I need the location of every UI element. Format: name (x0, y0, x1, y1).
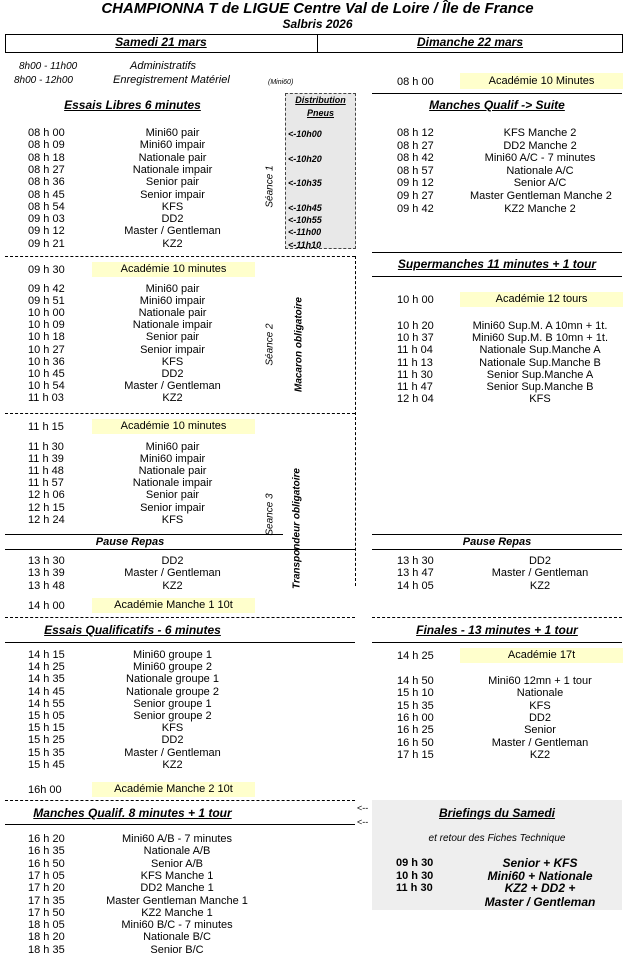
time: 15 h 45 (28, 758, 65, 771)
time: 11 h 13 (397, 356, 433, 369)
time: 18 h 35 (28, 943, 65, 956)
section-title: Essais Libres 6 minutes (64, 98, 201, 112)
academy-slot: Académie 10 minutes (92, 262, 255, 277)
time: 08 h 27 (28, 163, 65, 176)
divider (5, 534, 283, 535)
category: Nationale impair (132, 477, 213, 490)
category: DD2 Manche 1 (140, 882, 214, 895)
category: DD2 (528, 711, 551, 724)
category: DD2 (161, 734, 184, 747)
category: Mini60 pair (145, 283, 200, 295)
category: Senior groupe 2 (133, 710, 212, 722)
category: Mini60 pair (145, 127, 200, 139)
time: 09 h 12 (397, 177, 434, 190)
time: 09 h 51 (28, 295, 65, 308)
time: 14 h 05 (397, 579, 434, 592)
category: Senior groupe 1 (133, 697, 212, 710)
time: 14 h 35 (28, 673, 65, 686)
section-title: Manches Qualif -> Suite (429, 98, 565, 112)
seance-2-label: Séance 2 (264, 323, 276, 366)
category: KFS Manche 1 (140, 869, 214, 882)
page-title: CHAMPIONNA T de LIGUE Centre Val de Loire / Île de France (101, 0, 534, 17)
time: 09 h 30 (28, 264, 65, 276)
section-title: Pause Repas (462, 536, 532, 548)
time: 09 h 03 (28, 213, 65, 226)
category: Senior impair (140, 343, 205, 356)
admin-note: (Mini60) (268, 79, 294, 86)
time: 11 h 04 (397, 344, 433, 357)
time: 08 h 54 (28, 200, 65, 213)
category: Nationale Sup.Manche B (479, 356, 601, 369)
category: Mini60 groupe 2 (133, 661, 212, 674)
time: 16 h 25 (397, 724, 434, 737)
time: 18 h 20 (28, 931, 65, 944)
category: Master Gentleman Manche 2 (470, 190, 612, 202)
time: 11 h 48 (28, 465, 64, 478)
time: 12 h 04 (397, 393, 434, 406)
time: 10 h 00 (397, 294, 434, 306)
time: 13 h 47 (397, 567, 434, 580)
category: Master / Gentleman (124, 746, 221, 759)
time: 10 h 37 (397, 332, 434, 345)
briefings-subtitle: et retour des Fiches Technique (428, 833, 566, 844)
category: Senior A/B (151, 857, 203, 870)
category: KFS (161, 513, 184, 526)
time: 09 h 27 (397, 190, 434, 202)
divider (5, 413, 355, 414)
divider (5, 824, 355, 825)
category: Nationale Sup.Manche A (479, 344, 601, 357)
time: 13 h 39 (28, 567, 65, 580)
academy-slot: Académie 10 Minutes (460, 73, 623, 89)
macaron-label: Macaron obligatoire (293, 297, 305, 393)
category: KZ2 Manche 1 (141, 906, 213, 919)
time: 15 h 15 (28, 722, 65, 735)
seance-1-label: Séance 1 (264, 165, 276, 208)
time: 15 h 05 (28, 710, 65, 722)
category: Mini60 impair (139, 453, 206, 466)
academy-slot: Académie Manche 1 10t (92, 598, 255, 613)
category: Nationale pair (138, 151, 207, 164)
briefing-extra: Master / Gentleman (484, 895, 596, 909)
time: 08 h 42 (397, 152, 434, 165)
time: 09 h 12 (28, 225, 65, 238)
category: Senior pair (145, 331, 200, 344)
category: KFS (529, 699, 551, 712)
section-title: Briefings du Samedi (438, 806, 556, 820)
academy-slot: Académie 10 minutes (92, 419, 255, 434)
admin-label: Administratifs (130, 60, 197, 72)
time: 16 h 35 (28, 845, 65, 858)
time: 16 h 20 (28, 833, 65, 845)
category: Senior Sup.Manche A (486, 368, 594, 381)
category: Master / Gentleman (124, 225, 221, 238)
time: 14 h 25 (28, 661, 65, 674)
category: KZ2 (162, 758, 183, 771)
time: 17 h 05 (28, 869, 65, 882)
time: 08 h 27 (397, 139, 434, 152)
time: 12 h 06 (28, 489, 65, 502)
category: Mini60 pair (145, 441, 200, 453)
divider (372, 534, 622, 535)
time: 17 h 50 (28, 906, 65, 919)
category: DD2 (161, 367, 184, 380)
category: Mini60 A/C - 7 minutes (484, 152, 596, 165)
category: Master Gentleman Manche 1 (106, 894, 248, 907)
time: 13 h 30 (28, 555, 65, 567)
time: 09 h 42 (397, 202, 434, 215)
admin-label: Enregistrement Matériel (113, 74, 230, 86)
category: KFS (161, 722, 184, 735)
category: Nationale impair (132, 319, 213, 332)
category: Nationale (516, 687, 564, 700)
tyre-distribution-time: <-10h00 (288, 129, 322, 139)
category: DD2 (161, 213, 184, 226)
time: 14 h 50 (397, 675, 434, 687)
time: 14 h 55 (28, 697, 65, 710)
category: KZ2 (162, 237, 183, 250)
time: 12 h 15 (28, 501, 65, 514)
time: 10 h 09 (28, 319, 65, 332)
category: Senior A/C (513, 177, 567, 190)
category: Senior pair (145, 489, 200, 502)
time: 17 h 20 (28, 882, 65, 895)
section-title: Pause Repas (95, 536, 165, 548)
academy-slot: Académie 17t (460, 648, 623, 663)
tyre-distribution-time: <-11h00 (288, 227, 322, 238)
divider (372, 549, 622, 550)
category: KZ2 Manche 2 (504, 202, 576, 215)
section-title: Supermanches 11 minutes + 1 tour (397, 257, 597, 271)
time: 14 h 25 (397, 650, 434, 662)
time: 15 h 10 (397, 687, 434, 700)
category: Senior impair (140, 501, 205, 514)
time: 08 h 45 (28, 188, 65, 201)
category: Master / Gentleman (491, 736, 589, 749)
category: Mini60 Sup.M. A 10mn + 1t. (472, 320, 608, 332)
category: Senior (524, 724, 556, 737)
category: Nationale impair (132, 163, 213, 176)
time: 08 h 12 (397, 127, 434, 139)
time: 09 h 30 (396, 857, 434, 869)
category: Nationale groupe 2 (126, 685, 219, 698)
time: 11 h 47 (397, 381, 433, 393)
category: Mini60 impair (139, 139, 206, 152)
divider (372, 252, 622, 253)
divider (372, 617, 622, 618)
category: KZ2 (162, 579, 183, 592)
category: Mini60 + Nationale (487, 868, 593, 883)
category: KFS Manche 2 (503, 127, 577, 139)
time: 09 h 42 (28, 283, 65, 295)
category: Mini60 B/C - 7 minutes (121, 919, 233, 932)
academy-slot: Académie 12 tours (460, 292, 623, 307)
time: 17 h 35 (28, 894, 65, 907)
time: 09 h 21 (28, 237, 65, 250)
category: Mini60 A/B - 7 minutes (121, 833, 233, 845)
category: Mini60 Sup.M. B 10mn + 1t. (471, 332, 609, 345)
category: Nationale A/C (506, 164, 574, 177)
divider (372, 93, 622, 94)
time: 10 h 20 (397, 320, 434, 332)
time: 13 h 30 (397, 555, 434, 567)
category: Nationale groupe 1 (126, 673, 219, 686)
arrow-icon: <-- (357, 803, 369, 813)
time: 14 h 00 (28, 600, 65, 612)
time: 08 h 18 (28, 151, 65, 164)
divider (372, 276, 622, 277)
category: DD2 (528, 555, 551, 567)
time: 11 h 30 (397, 368, 433, 381)
category: DD2 Manche 2 (503, 139, 577, 152)
category: KZ2 (162, 391, 183, 404)
category: Nationale B/C (143, 931, 211, 944)
distribution-subtitle: Pneus (306, 108, 334, 118)
category: Master / Gentleman (124, 567, 221, 580)
time: 17 h 15 (397, 748, 434, 761)
time: 08 h 00 (397, 76, 434, 88)
category: Senior B/C (150, 943, 204, 956)
divider (372, 642, 622, 643)
tyre-distribution-time: <-10h45 (288, 202, 322, 213)
divider (5, 800, 355, 801)
tyre-distribution-time: <-10h55 (288, 215, 322, 226)
category: Mini60 12mn + 1 tour (488, 675, 592, 687)
divider (5, 617, 355, 618)
time: 08 h 09 (28, 139, 65, 152)
time: 10 h 54 (28, 379, 65, 392)
time: 11 h 39 (28, 453, 64, 466)
academy-slot: Académie Manche 2 10t (92, 782, 255, 797)
day-header-divider (317, 34, 318, 52)
admin-time: 8h00 - 12h00 (14, 75, 73, 86)
time: 10 h 18 (28, 331, 65, 344)
section-title: Essais Qualificatifs - 6 minutes (44, 623, 221, 637)
day-saturday: Samedi 21 mars (115, 35, 207, 49)
time: 16 h 50 (397, 736, 434, 749)
category: Master / Gentleman (491, 567, 589, 580)
section-title: Manches Qualif. 8 minutes + 1 tour (33, 806, 232, 820)
time: 10 h 45 (28, 367, 65, 380)
category: Senior impair (140, 188, 205, 201)
distribution-title: Distribution (295, 95, 346, 105)
category: Mini60 impair (139, 295, 206, 308)
category: Nationale pair (138, 307, 207, 320)
category: Mini60 groupe 1 (133, 649, 212, 661)
time: 11 h 03 (28, 391, 64, 404)
time: 11 h 30 (396, 882, 433, 895)
time: 10 h 30 (396, 869, 434, 882)
category: Nationale A/B (143, 845, 211, 858)
time: 08 h 57 (397, 164, 434, 177)
time: 15 h 35 (397, 699, 434, 712)
time: 10 h 36 (28, 355, 65, 368)
category: Nationale pair (138, 465, 207, 478)
category: Senior + KFS (502, 856, 578, 870)
category: Senior Sup.Manche B (486, 381, 594, 393)
page-subtitle: Salbris 2026 (282, 17, 353, 31)
time: 11 h 15 (28, 421, 64, 433)
tyre-distribution-time: <-10h20 (288, 153, 322, 164)
divider (5, 256, 355, 257)
category: KZ2 (529, 579, 551, 592)
category: Senior pair (145, 176, 200, 189)
category: KFS (161, 355, 184, 368)
category: KFS (529, 393, 551, 406)
time: 10 h 00 (28, 307, 65, 320)
arrow-icon: <-- (357, 817, 369, 827)
category: KFS (161, 200, 184, 213)
category: DD2 (161, 555, 184, 567)
divider (5, 642, 355, 643)
time: 11 h 30 (28, 441, 64, 453)
time: 16 h 50 (28, 857, 65, 870)
transpondeur-label: Transpondeur obligatoire (291, 468, 303, 589)
time: 18 h 05 (28, 919, 65, 932)
divider (5, 549, 355, 550)
time: 08 h 00 (28, 127, 65, 139)
category: KZ2 + DD2 + (504, 881, 576, 896)
time: 16h 00 (28, 784, 62, 796)
seance-3-label: Seance 3 (264, 493, 276, 536)
tyre-distribution-time: <-10h35 (288, 178, 322, 189)
section-title: Finales - 13 minutes + 1 tour (416, 623, 578, 637)
time: 13 h 48 (28, 579, 65, 592)
category: Master / Gentleman (124, 379, 221, 392)
category: KZ2 (529, 748, 551, 761)
time: 11 h 57 (28, 477, 64, 490)
time: 16 h 00 (397, 711, 434, 724)
time: 10 h 27 (28, 343, 65, 356)
day-sunday: Dimanche 22 mars (416, 35, 524, 49)
vertical-divider (355, 256, 356, 586)
admin-time: 8h00 - 11h00 (19, 61, 78, 72)
time: 14 h 45 (28, 685, 65, 698)
time: 15 h 25 (28, 734, 65, 747)
time: 08 h 36 (28, 176, 65, 189)
time: 14 h 15 (28, 649, 65, 661)
tyre-distribution-time: <-11h10 (288, 239, 322, 250)
time: 15 h 35 (28, 746, 65, 759)
time: 12 h 24 (28, 513, 65, 526)
